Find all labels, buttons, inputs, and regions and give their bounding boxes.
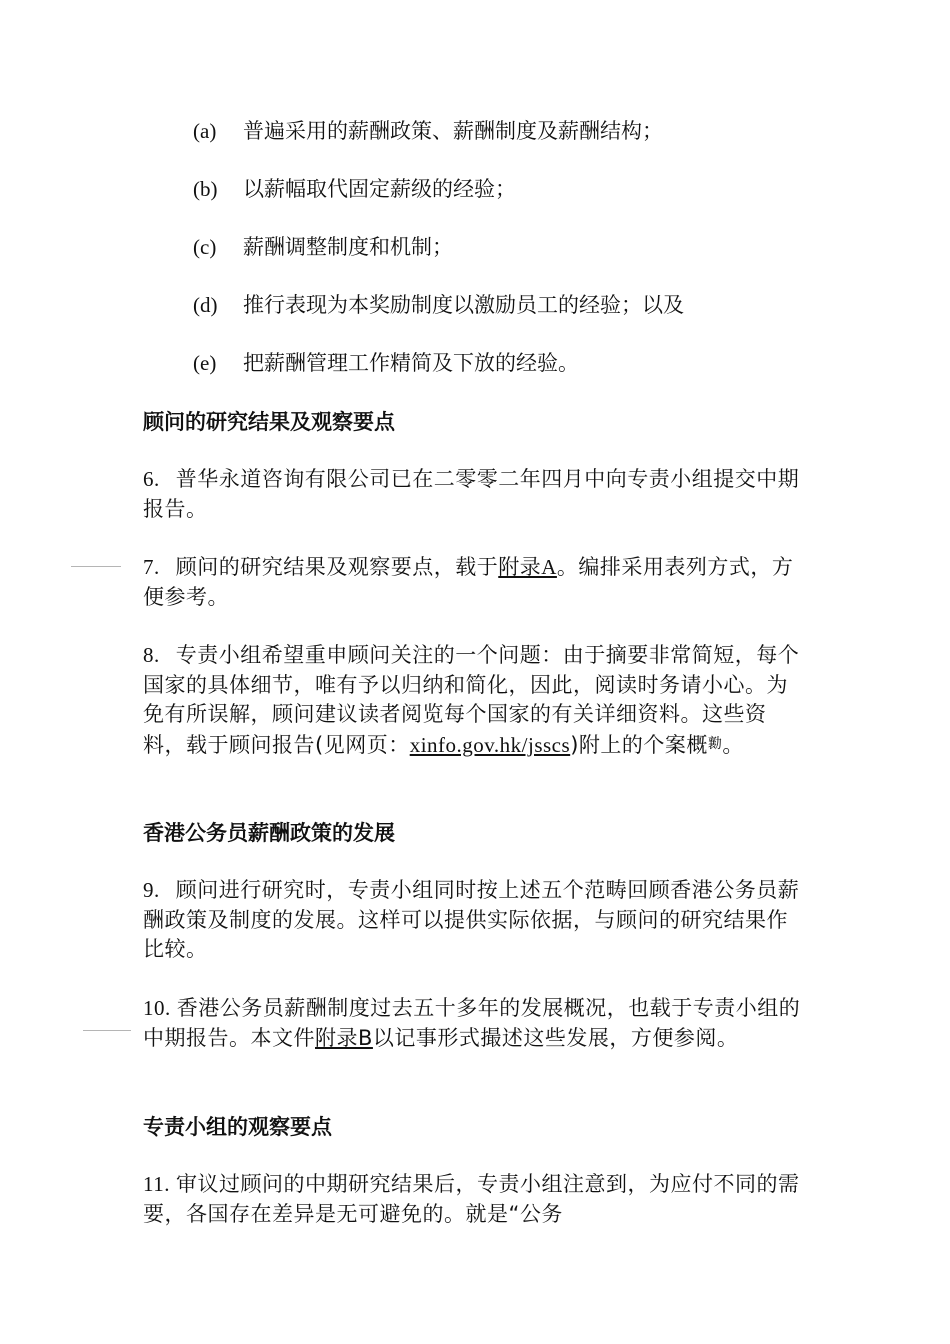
website-link[interactable]: xinfo.gov.hk/jsscs: [409, 732, 571, 757]
paragraph-8: [143, 641, 808, 760]
list-label: (c): [193, 235, 217, 259]
paragraph-6: [143, 465, 808, 524]
heading-observations: 专责小组的观察要点: [143, 1115, 332, 1139]
paragraph-number: 11.: [143, 1172, 170, 1196]
list-item-e: [193, 349, 579, 377]
list-item-d: [193, 291, 684, 319]
appendix-a-link[interactable]: 附录A: [498, 555, 557, 579]
paragraph-number: 6.: [143, 467, 160, 491]
heading-development: 香港公务员薪酬政策的发展: [143, 821, 395, 845]
list-text: 普遍采用的薪酬政策、薪酬制度及薪酬结构；: [243, 119, 663, 143]
list-label: (e): [193, 351, 217, 375]
paragraph-text: 以记事形式撮述这些发展，方便参阅。: [372, 1025, 739, 1050]
paragraph-text: 顾问的研究结果及观察要点，载于: [175, 555, 499, 579]
paragraph-text: 普华永道咨询有限公司已在二零零二年四月中向专责小组提交中期报告。: [143, 467, 800, 521]
paragraph-text: 专责小组希望重申顾问关注的一个问题：由于摘要非常简短，每个国家的具体细节，唯有予以归纳和简化，因此，阅读时务请小心。为免有所误解，顾问建议读者阅览每个国家的有关详细资料。这些资料，载于顾问报告(见网页：: [143, 643, 800, 757]
paragraph-text: 香港公务员薪酬制度过去五十多年的发展概况，也载于专责小组的中期报告。本文件: [143, 996, 801, 1050]
paragraph-11: [143, 1170, 808, 1229]
paragraph-number: 7.: [143, 555, 160, 579]
paragraph-text: 顾问进行研究时，专责小组同时按上述五个范畴回顾香港公务员薪酬政策及制度的发展。这样可以提供实际依据，与顾问的研究结果作比较。: [143, 878, 800, 961]
paragraph-9: [143, 876, 808, 965]
list-label: (d): [193, 293, 218, 317]
paragraph-text: 。: [722, 732, 744, 757]
paragraph-7: [143, 553, 808, 612]
paragraph-10: [143, 994, 808, 1053]
list-item-b: [193, 175, 516, 203]
list-text: 推行表现为本奖励制度以激励员工的经验；以及: [243, 293, 684, 317]
paragraph-text: 审议过顾问的中期研究结果后，专责小组注意到，为应付不同的需要，各国存在差异是无可避免的。就是“公务: [143, 1172, 800, 1226]
heading-findings: 顾问的研究结果及观察要点: [143, 410, 395, 434]
list-item-c: [193, 233, 453, 261]
paragraph-text: 。编排采用表列方式，方便参考。: [143, 555, 794, 609]
list-text: 把薪酬管理工作精简及下放的经验。: [243, 351, 579, 375]
paragraph-text: )附上的个案概: [570, 732, 708, 757]
garbled-glyph: 勷: [707, 735, 723, 752]
list-label: (b): [193, 177, 218, 201]
margin-rule: [71, 566, 121, 567]
paragraph-number: 8.: [143, 643, 160, 667]
appendix-b-link[interactable]: 附录B: [315, 1025, 373, 1050]
paragraph-number: 10.: [143, 996, 171, 1020]
paragraph-number: 9.: [143, 878, 160, 902]
list-text: 以薪幅取代固定薪级的经验；: [243, 177, 516, 201]
list-text: 薪酬调整制度和机制；: [243, 235, 453, 259]
list-item-a: [193, 117, 663, 145]
margin-rule: [83, 1030, 131, 1031]
list-label: (a): [193, 119, 217, 143]
